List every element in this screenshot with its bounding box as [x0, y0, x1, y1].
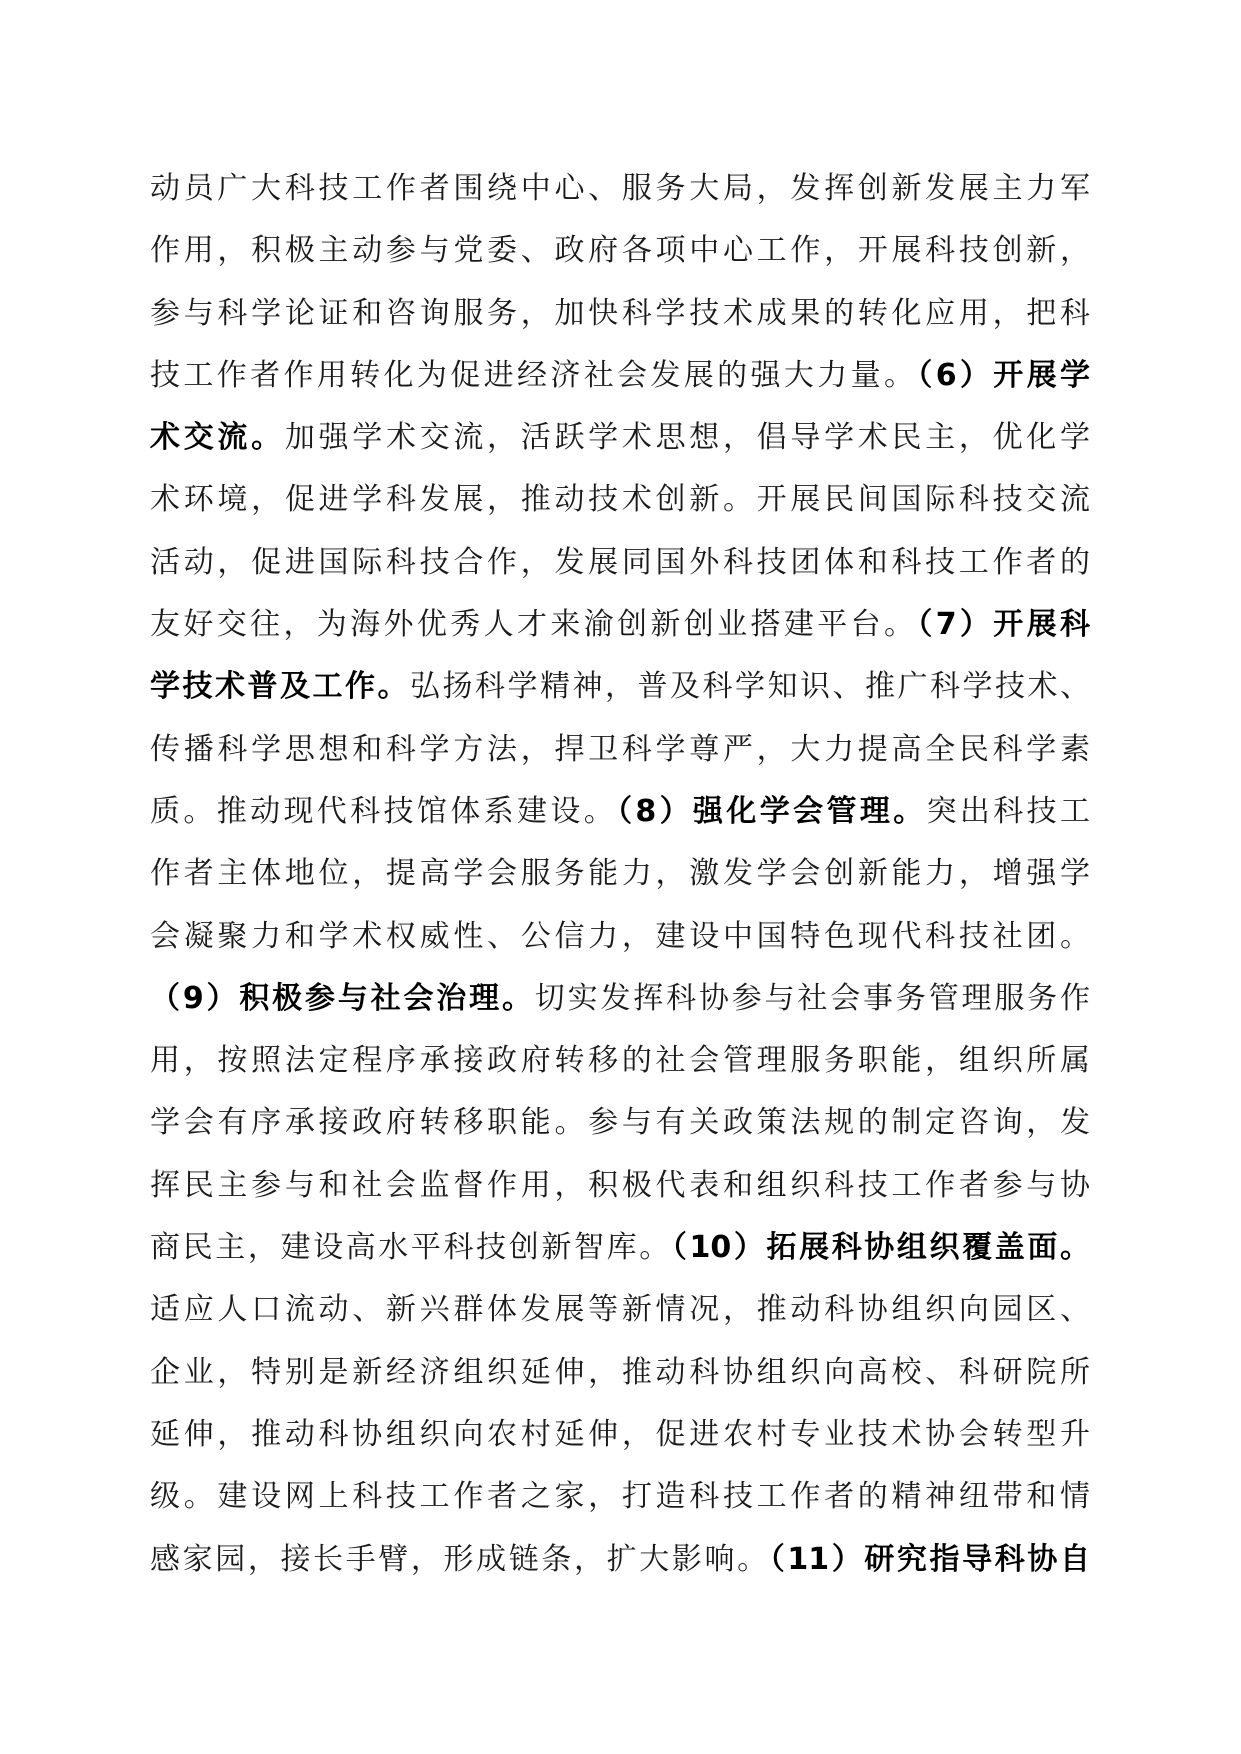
text-line: [150, 407, 1090, 469]
body-text-segment: 作者主体地位，提高学会服务能力，激发学会创新能力，增强学: [150, 856, 1090, 892]
body-text-segment: 用，按照法定程序承接政府转移的社会管理服务职能，组织所属: [150, 1043, 1090, 1079]
bold-heading-text: （8）强化学会管理。: [617, 793, 927, 829]
bold-heading-text: （11）研究指导科协自: [769, 1541, 1091, 1577]
text-line: [150, 906, 1090, 968]
text-line: [150, 594, 1090, 656]
bold-heading-text: 术交流。: [150, 420, 285, 456]
text-line: [150, 469, 1090, 531]
body-text-segment: 友好交往，为海外优秀人才来渝创新创业搭建平台。: [150, 607, 918, 643]
bold-heading-text: （9）积极参与社会治理。: [150, 980, 535, 1016]
bold-heading-text: （10）拓展科协组织覆盖面。: [671, 1230, 1091, 1266]
text-line: [150, 1342, 1090, 1404]
body-text-segment: 商民主，建设高水平科技创新智库。: [150, 1230, 672, 1266]
body-text-segment: 作用，积极主动参与党委、政府各项中心工作，开展科技创新，: [150, 233, 1090, 269]
bold-heading-text: （6）开展学: [917, 357, 1091, 393]
text-line: [150, 1279, 1090, 1341]
text-line: [150, 1529, 1090, 1591]
text-line: [150, 1030, 1090, 1092]
text-line: [150, 1092, 1090, 1154]
text-line: [150, 220, 1090, 282]
text-line: [150, 781, 1090, 843]
bold-heading-text: （7）开展科: [917, 607, 1091, 643]
text-line: [150, 345, 1090, 407]
body-text: [150, 158, 1090, 1591]
body-text-segment: 感家园，接长手臂，形成链条，扩大影响。: [150, 1541, 770, 1577]
body-text-segment: 企业，特别是新经济组织延伸，推动科协组织向高校、科研院所: [150, 1354, 1090, 1390]
body-text-segment: 加强学术交流，活跃学术思想，倡导学术民主，优化学: [284, 420, 1091, 456]
body-text-segment: 会凝聚力和学术权威性、公信力，建设中国特色现代科技社团。: [150, 918, 1090, 954]
body-text-segment: 挥民主参与和社会监督作用，积极代表和组织科技工作者参与协: [150, 1167, 1090, 1203]
body-text-segment: 学会有序承接政府转移职能。参与有关政策法规的制定咨询，发: [150, 1105, 1090, 1141]
text-line: [150, 719, 1090, 781]
text-line: [150, 532, 1090, 594]
body-text-segment: 级。建设网上科技工作者之家，打造科技工作者的精神纽带和情: [150, 1479, 1090, 1515]
text-line: [150, 843, 1090, 905]
body-text-segment: 适应人口流动、新兴群体发展等新情况，推动科协组织向园区、: [150, 1292, 1090, 1328]
bold-heading-text: 学技术普及工作。: [150, 669, 410, 705]
body-text-segment: 弘扬科学精神，普及科学知识、推广科学技术、: [410, 669, 1090, 705]
text-line: [150, 1466, 1090, 1528]
text-line: [150, 656, 1090, 718]
text-line: [150, 968, 1090, 1030]
body-text-segment: 参与科学论证和咨询服务，加快科学技术成果的转化应用，把科: [150, 295, 1090, 331]
body-text-segment: 传播科学思想和科学方法，捍卫科学尊严，大力提高全民科学素: [150, 731, 1090, 767]
body-text-segment: 突出科技工: [926, 793, 1091, 829]
text-line: [150, 1217, 1090, 1279]
body-text-segment: 切实发挥科协参与社会事务管理服务作: [534, 980, 1091, 1016]
body-text-segment: 活动，促进国际科技合作，发展同国外科技团体和科技工作者的: [150, 544, 1090, 580]
body-text-segment: 动员广大科技工作者围绕中心、服务大局，发挥创新发展主力军: [150, 171, 1090, 206]
text-line: [150, 283, 1090, 345]
body-text-segment: 技工作者作用转化为促进经济社会发展的强大力量。: [150, 357, 918, 393]
body-text-segment: 质。推动现代科技馆体系建设。: [150, 793, 618, 829]
text-line: [150, 1155, 1090, 1217]
text-line: [150, 1404, 1090, 1466]
body-text-segment: 术环境，促进学科发展，推动技术创新。开展民间国际科技交流: [150, 482, 1090, 518]
text-line: [150, 158, 1090, 220]
body-text-segment: 延伸，推动科协组织向农村延伸，促进农村专业技术协会转型升: [150, 1416, 1090, 1452]
